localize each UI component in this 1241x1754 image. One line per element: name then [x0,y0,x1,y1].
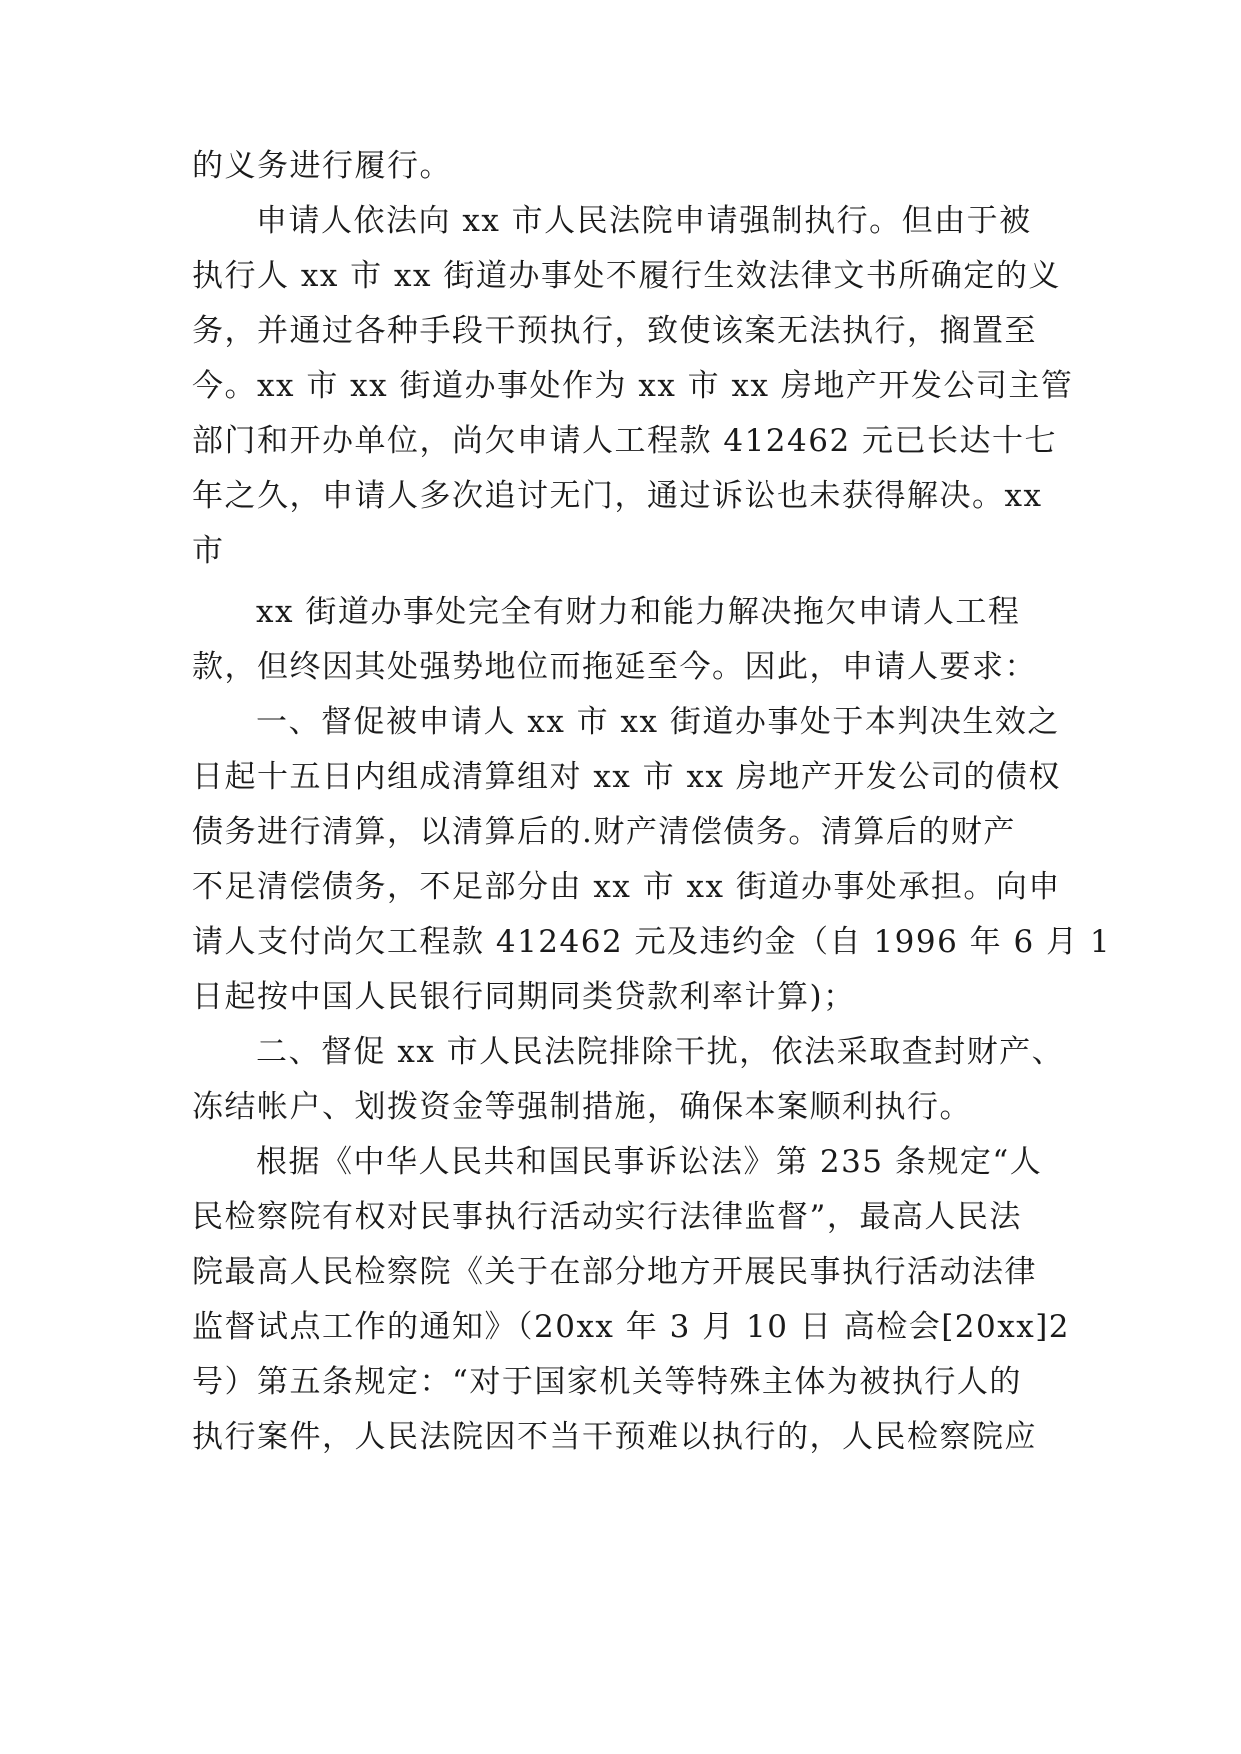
text-line: 部门和开办单位，尚欠申请人工程款 412462 元已长达十七 [192,423,1058,459]
text-line: 冻结帐户、划拨资金等强制措施，确保本案顺利执行。 [192,1089,972,1125]
text-line: 债务进行清算，以清算后的.财产清偿债务。清算后的财产 [192,814,1016,850]
text-line: 日起按中国人民银行同期同类贷款利率计算)； [192,979,856,1015]
text-line: 款，但终因其处强势地位而拖延至今。因此，申请人要求： [192,649,1037,685]
text-line: 监督试点工作的通知》（20xx 年 3 月 10 日 高检会[20xx]2 [192,1309,1071,1345]
paragraph-start-line: 根据《中华人民共和国民事诉讼法》第 235 条规定“人 [256,1144,1043,1180]
text-line: 民检察院有权对民事执行活动实行法律监督”，最高人民法 [192,1199,1022,1235]
paragraph-start-line: xx 街道办事处完全有财力和能力解决拖欠申请人工程 [256,594,1021,630]
paragraph-start-line: 二、督促 xx 市人民法院排除干扰，依法采取查封财产、 [256,1034,1065,1070]
text-line: 号）第五条规定：“对于国家机关等特殊主体为被执行人的 [192,1364,1022,1400]
text-line: 年之久，申请人多次追讨无门，通过诉讼也未获得解决。xx [192,478,1043,514]
text-line: 执行人 xx 市 xx 街道办事处不履行生效法律文书所确定的义 [192,258,1061,294]
text-line: 市 [192,533,225,569]
text-line: 日起十五日内组成清算组对 xx 市 xx 房地产开发公司的债权 [192,759,1061,795]
text-line: 的义务进行履行。 [192,148,452,184]
paragraph-start-line: 申请人依法向 xx 市人民法院申请强制执行。但由于被 [256,203,1032,239]
text-line: 执行案件，人民法院因不当干预难以执行的，人民检察院应 [192,1419,1037,1455]
text-line: 院最高人民检察院《关于在部分地方开展民事执行活动法律 [192,1254,1037,1290]
paragraph-start-line: 一、督促被申请人 xx 市 xx 街道办事处于本判决生效之 [256,704,1060,740]
text-line: 请人支付尚欠工程款 412462 元及违约金（自 1996 年 6 月 1 [192,924,1112,960]
text-line: 不足清偿债务，不足部分由 xx 市 xx 街道办事处承担。向申 [192,869,1061,905]
text-line: 今。xx 市 xx 街道办事处作为 xx 市 xx 房地产开发公司主管 [192,368,1074,404]
text-line: 务，并通过各种手段干预执行，致使该案无法执行，搁置至 [192,313,1037,349]
